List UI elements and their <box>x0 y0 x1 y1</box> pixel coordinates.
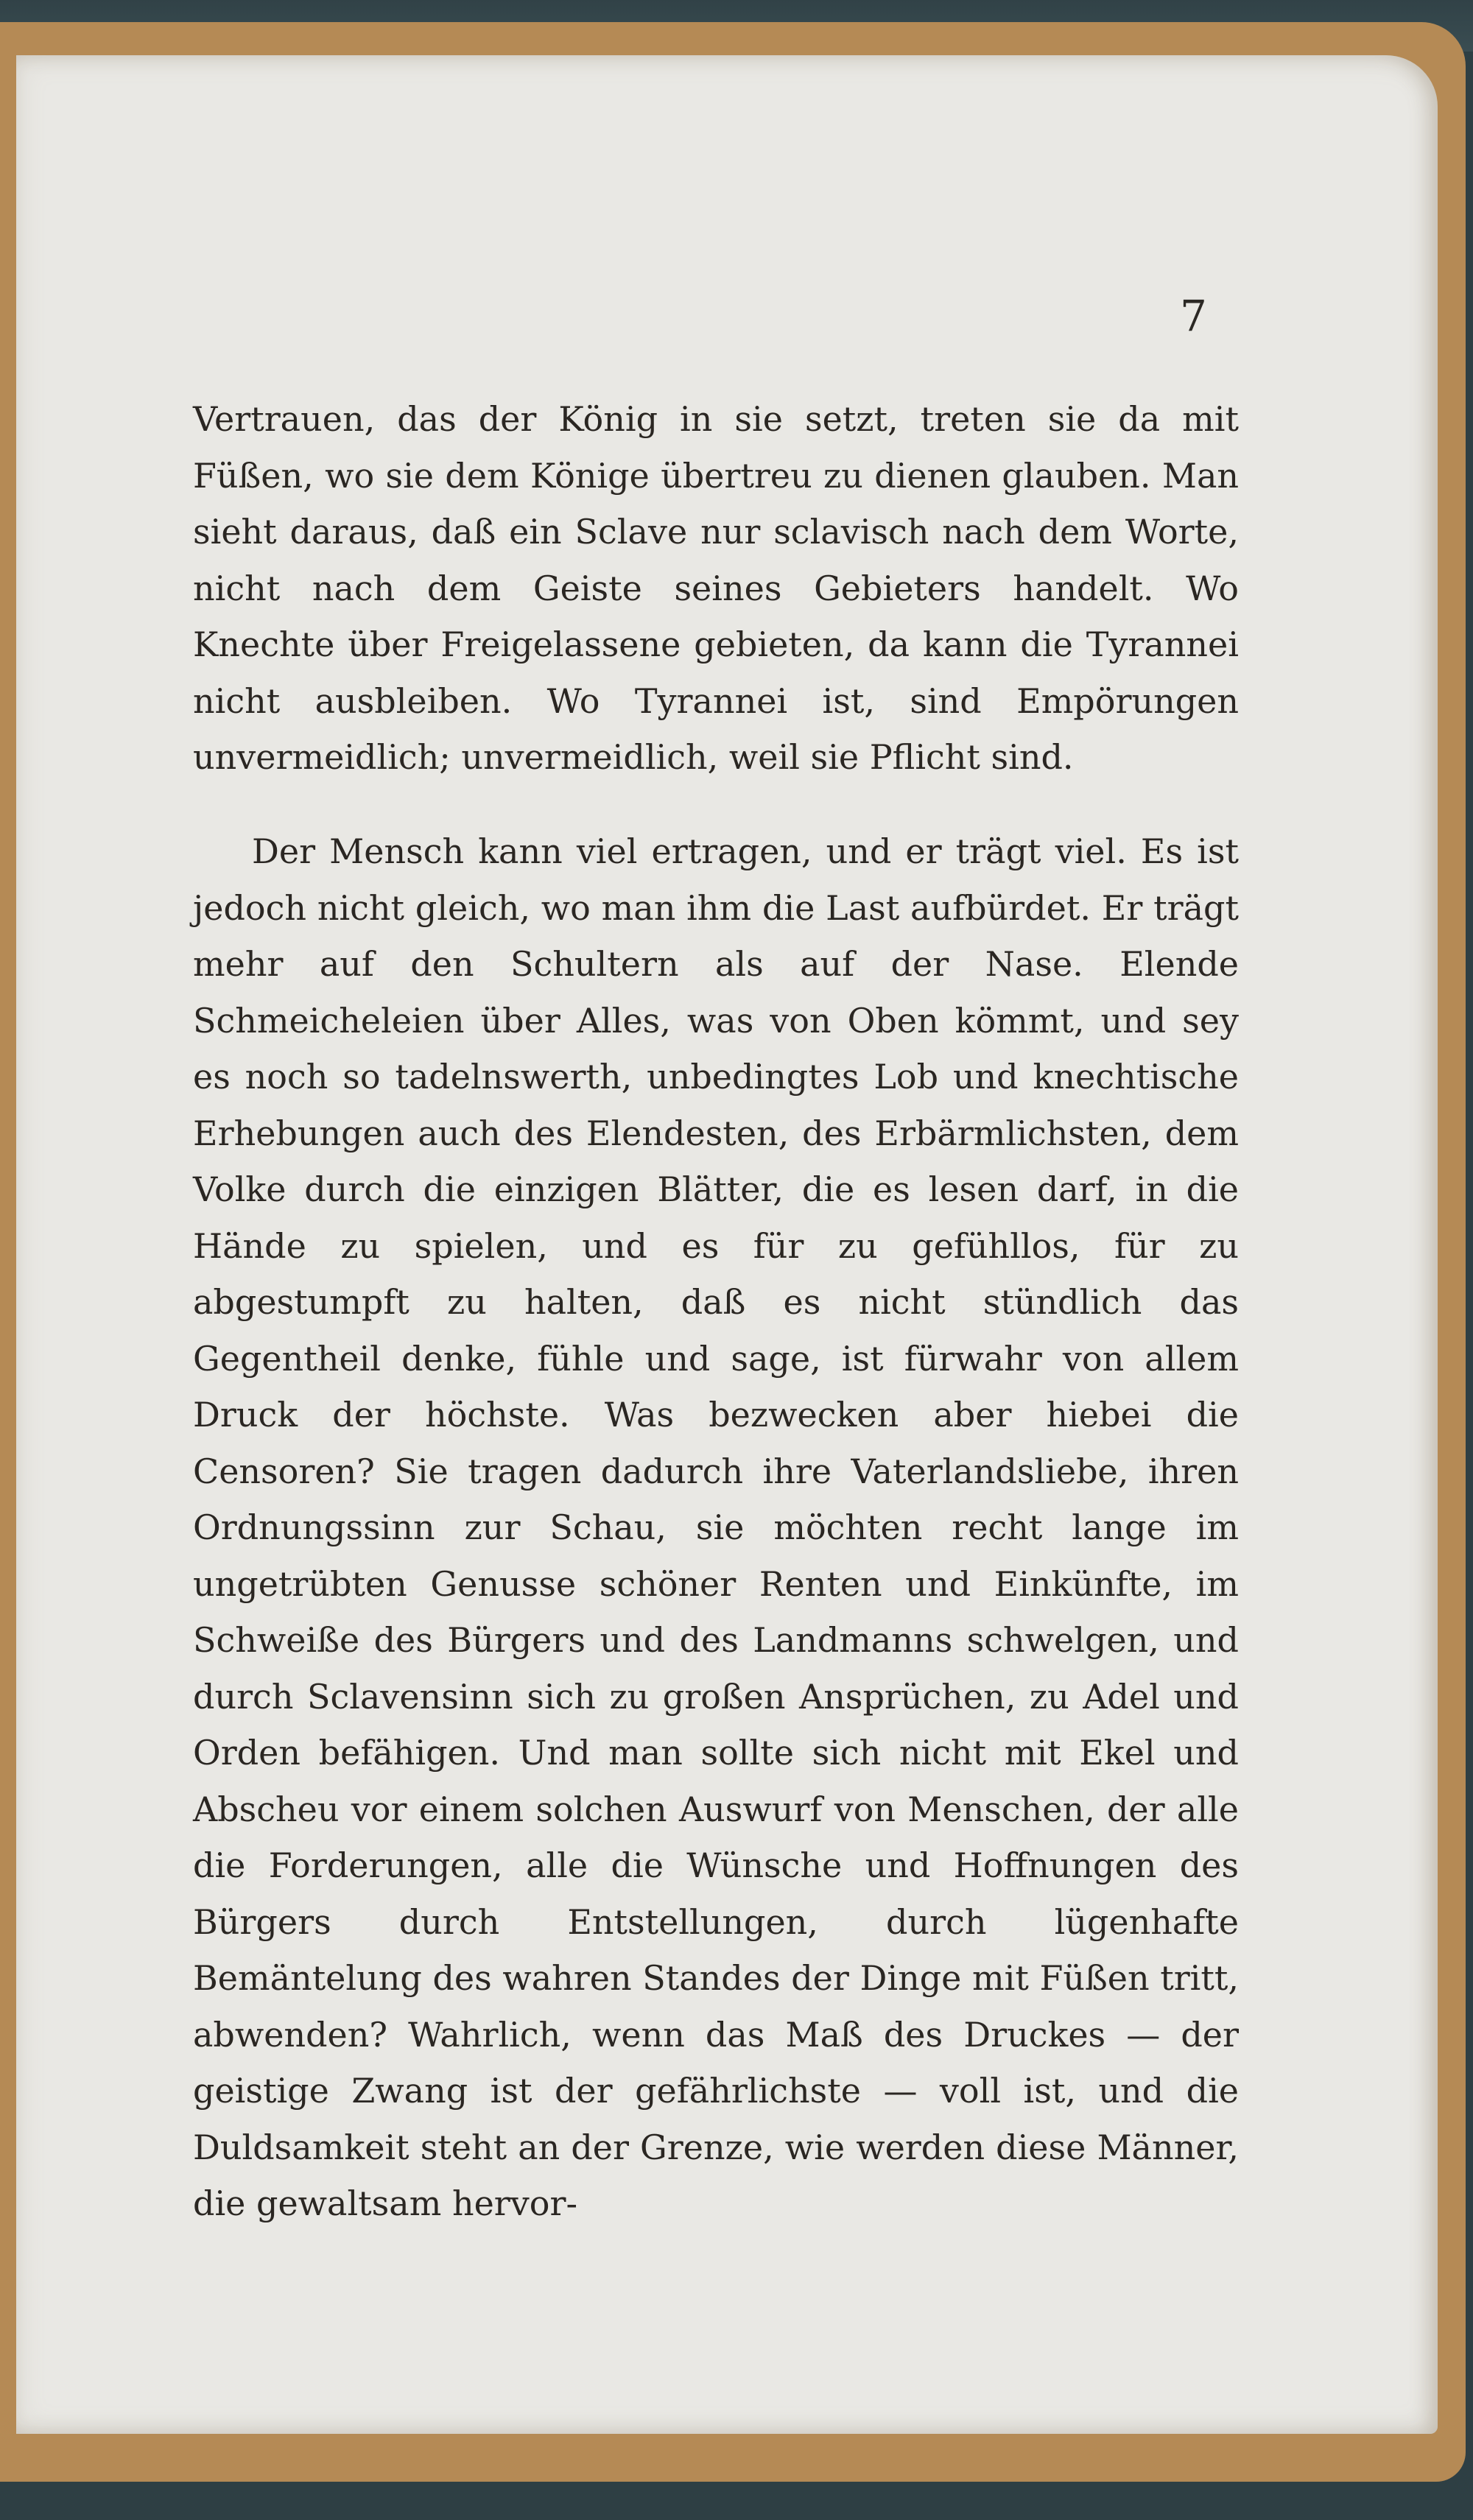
paragraph-continued: Vertrauen, das der König in sie setzt, treten sie da mit Füßen, wo sie dem Könige übertreu zu dienen glauben. Man sieht daraus, daß ein Sclave nur sclavisch nach dem Worte, nicht nach dem Geiste seines Gebieters handelt. Wo Knechte über Freigelassene gebieten, da kann die Tyrannei nicht ausbleiben. Wo Tyrannei ist, sind Empörungen unvermeidlich; unvermeidlich, weil sie Pflicht sind. <box>193 399 1239 777</box>
page-number: 7 <box>1180 291 1207 341</box>
book-page <box>16 55 1438 2434</box>
paragraph-main: Der Mensch kann viel ertragen, und er trägt viel. Es ist jedoch nicht gleich, wo man ihm die Last aufbürdet. Er trägt mehr auf den Schultern als auf der Nase. Elende Schmeicheleien über Alles, was von Oben kömmt, und sey es noch so tadelnswerth, unbedingtes Lob und knechtische Erhebungen auch des Elendesten, des Erbärmlichsten, dem Volke durch die einzigen Blätter, die es lesen darf, in die Hände zu spielen, und es für zu gefühllos, für zu abgestumpft zu halten, daß es nicht stündlich das Gegentheil denke, fühle und sage, ist fürwahr von allem Druck der höchste. Was bezwecken aber hiebei die Censoren? Sie tragen dadurch ihre Vaterlandsliebe, ihren Ordnungssinn zur Schau, sie möchten recht lange im ungetrübten Genusse schöner Renten und Einkünfte, im Schweiße des Bürgers und des Landmanns schwelgen, und durch Sclavensinn sich zu großen Ansprüchen, zu Adel und Orden befähigen. Und man sollte sich nicht mit Ekel und Abscheu vor einem solchen Auswurf von Menschen, der alle die Forderungen, alle die Wünsche und Hoffnungen des Bürgers durch Entstellungen, durch lügenhafte Bemäntelung des wahren Standes der Dinge mit Füßen tritt, abwenden? Wahrlich, wenn das Maß des Druckes — der geistige Zwang ist der gefährlichste — voll ist, und die Duldsamkeit steht an der Grenze, wie werden diese Männer, die gewaltsam hervor- <box>193 831 1239 2223</box>
